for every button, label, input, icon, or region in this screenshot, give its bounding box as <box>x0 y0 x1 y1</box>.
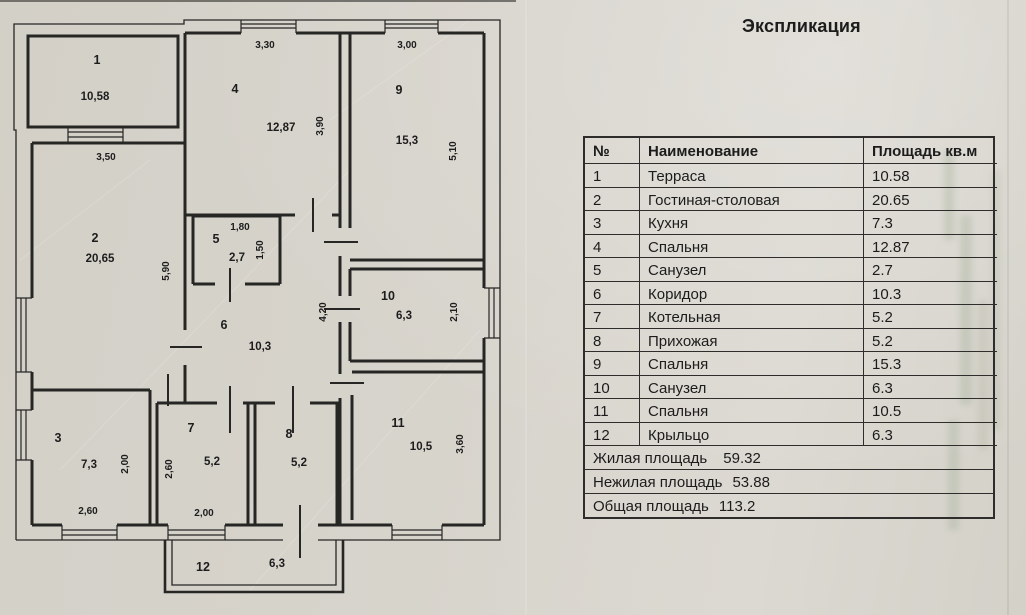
room-4-number: 4 <box>231 82 239 96</box>
room-2-number: 2 <box>91 231 99 245</box>
room-5-number: 5 <box>212 232 220 246</box>
row-name: Спальня <box>640 352 864 376</box>
room-5-area: 2,7 <box>229 252 245 264</box>
dim-room10-height: 2,10 <box>449 302 460 322</box>
row-num: 7 <box>585 305 640 329</box>
porch-walls <box>165 540 343 592</box>
row-name: Прихожая <box>640 329 864 353</box>
row-area: 12.87 <box>864 235 997 259</box>
dim-room9-height: 5,10 <box>448 141 459 161</box>
room-9-area: 15,3 <box>395 135 419 147</box>
dim-room7-width: 2,00 <box>194 508 214 519</box>
row-area: 5.2 <box>864 329 997 353</box>
row-name: Спальня <box>640 399 864 423</box>
dim-room4-width: 3,30 <box>255 40 275 51</box>
row-name: Крыльцо <box>640 423 864 447</box>
row-num: 6 <box>585 282 640 306</box>
row-name: Спальня <box>640 235 864 259</box>
row-num: 3 <box>585 211 640 235</box>
total-nonliving-area <box>585 470 993 494</box>
room-12-area: 6,3 <box>269 558 285 570</box>
room-8-number: 8 <box>285 427 293 441</box>
dim-room3-width: 2,60 <box>78 506 98 517</box>
header-name: Наименование <box>640 138 864 164</box>
row-name: Санузел <box>640 376 864 400</box>
room-6-area: 10,3 <box>248 341 272 353</box>
row-num: 10 <box>585 376 640 400</box>
room-10-area: 6,3 <box>396 310 412 322</box>
dim-room2-width: 3,50 <box>96 152 116 163</box>
row-num: 2 <box>585 188 640 212</box>
total-overall-area <box>585 494 993 518</box>
row-name: Котельная <box>640 305 864 329</box>
room-7-area: 5,2 <box>204 456 220 468</box>
explication-title: Экспликация <box>742 16 861 36</box>
row-area: 7.3 <box>864 211 997 235</box>
total-living-area <box>585 446 993 470</box>
dim-room9-width: 3,00 <box>397 40 417 51</box>
room-12-number: 12 <box>196 560 210 574</box>
room-7-number: 7 <box>187 421 195 435</box>
room-10-number: 10 <box>381 289 395 303</box>
row-num: 5 <box>585 258 640 282</box>
room-6-number: 6 <box>220 318 228 332</box>
header-num: № <box>585 138 640 164</box>
total-value: 113.2 <box>718 497 756 515</box>
dim-corridor-height: 4,20 <box>318 302 329 322</box>
total-label: Нежилая площадь <box>593 473 723 491</box>
row-num: 8 <box>585 329 640 353</box>
row-num: 12 <box>585 423 640 447</box>
terrace-walls <box>28 36 178 127</box>
row-name: Гостиная-столовая <box>640 188 864 212</box>
row-area: 20.65 <box>864 188 997 212</box>
row-name: Коридор <box>640 282 864 306</box>
dim-room11-height: 3,60 <box>455 434 466 454</box>
dim-room7-height: 2,60 <box>164 459 175 479</box>
row-area: 10.5 <box>864 399 997 423</box>
room-3-number: 3 <box>54 431 62 445</box>
dim-room4-height: 3,90 <box>315 116 326 136</box>
table-body <box>585 164 993 446</box>
row-num: 1 <box>585 164 640 188</box>
room-1-number: 1 <box>93 53 101 67</box>
room-9-number: 9 <box>395 83 403 97</box>
door-marks <box>168 198 364 558</box>
row-area: 10.3 <box>864 282 997 306</box>
row-area: 5.2 <box>864 305 997 329</box>
row-area: 15.3 <box>864 352 997 376</box>
dim-room2-height: 5,90 <box>161 261 172 281</box>
paper-scratches <box>20 20 480 590</box>
row-area: 10.58 <box>864 164 997 188</box>
total-label: Общая площадь <box>593 497 709 515</box>
room-8-area: 5,2 <box>291 457 307 469</box>
dimension-labels <box>78 40 466 519</box>
room-1-area: 10,58 <box>80 91 110 103</box>
room-3-area: 7,3 <box>81 459 97 471</box>
row-area: 6.3 <box>864 376 997 400</box>
row-name: Терраса <box>640 164 864 188</box>
row-area: 6.3 <box>864 423 997 447</box>
room-11-area: 10,5 <box>409 441 433 453</box>
header-area: Площадь кв.м <box>864 138 997 164</box>
dim-room5-width: 1,80 <box>230 222 250 233</box>
row-name: Санузел <box>640 258 864 282</box>
dim-room3-height: 2,00 <box>120 454 131 474</box>
dim-room5-height: 1,50 <box>255 240 266 260</box>
paper-crease <box>1007 0 1009 615</box>
total-value: 59.32 <box>723 450 761 467</box>
total-value: 53.88 <box>732 473 770 491</box>
row-num: 4 <box>585 235 640 259</box>
room-4-area: 12,87 <box>266 122 296 134</box>
room-2-area: 20,65 <box>85 253 115 265</box>
table-header-row <box>585 138 993 164</box>
row-name: Кухня <box>640 211 864 235</box>
total-label: Жилая площадь <box>593 450 708 467</box>
row-num: 9 <box>585 352 640 376</box>
room-11-number: 11 <box>391 416 405 430</box>
explication-table <box>583 136 995 519</box>
row-area: 2.7 <box>864 258 997 282</box>
room-areas <box>81 91 433 570</box>
row-num: 11 <box>585 399 640 423</box>
